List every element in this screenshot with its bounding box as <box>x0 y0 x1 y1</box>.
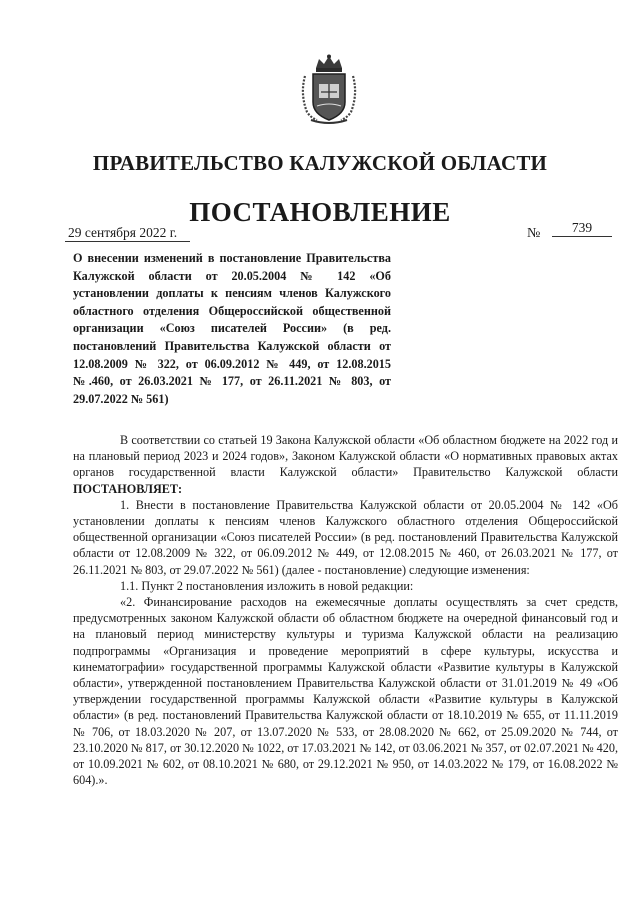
document-type-title: ПОСТАНОВЛЕНИЕ <box>189 197 451 227</box>
document-date: 29 сентября 2022 г. <box>65 225 190 242</box>
document-number: 739 <box>552 220 612 237</box>
preamble-paragraph <box>73 432 618 497</box>
document-body <box>73 432 618 788</box>
government-title: ПРАВИТЕЛЬСТВО КАЛУЖСКОЙ ОБЛАСТИ <box>92 151 548 175</box>
item-1-1-paragraph: 1.1. Пункт 2 постановления изложить в новой редакции: <box>120 578 414 593</box>
quoted-paragraph: «2. Финансирование расходов на ежемесячные доплаты осуществлять за счет средств, предусмотренных законом Калужской области об областном бюджете на очередной финансовый год и на плановый период министерству культуры и туризма Калужской области на реализацию подпрограммы «Организация и проведение мероприятий в сфере культуры, искусства и кинематографии» государственной программы Калужской области «Развитие культуры в Калужской области», утвержденной постановлением Правительства Калужской области от 31.01.2019 № 49 «Об утверждении государственной программы Калужской области «Развитие культуры в Калужской области» (в ред. постановлений Правительства Калужской области от 18.10.2019 № 655, от 11.11.2019 № 706, от 18.03.2020 № 207, от 13.07.2020 № 533, от 28.08.2020 № 662, от 25.09.2020 № 744, от 23.10.2020 № 817, от 30.12.2020 № 1022, от 17.03.2021 № 142, от 03.06.2021 № 357, от 02.07.2021 № 420, от 10.09.2021 № 602, от 08.10.2021 № 680, от 29.12.2021 № 950, от 14.03.2022 № 179, от 16.08.2022 № 604).». <box>73 595 618 788</box>
item-1-paragraph: 1. Внести в постановление Правительства Калужской области от 20.05.2004 № 142 «Об установлении доплаты к пенсиям членов Калужского областного отделения Общероссийской общественной организации «Союз писателей России» (в ред. постановлений Правительства Калужской области от 12.08.2009 № 322, от 06.09.2012 № 449, от 12.08.2015 № 460, от 26.03.2021 № 177, от 26.11.2021 № 803, от 29.07.2022 № 561) (далее - постановление) следующие изменения: <box>73 497 618 577</box>
number-label: № <box>527 226 541 241</box>
coat-of-arms-emblem <box>299 54 359 126</box>
decree-word: ПОСТАНОВЛЯЕТ: <box>73 481 183 496</box>
document-subject: О внесении изменений в постановление Правительства Калужской области от 20.05.2004 № 142 «Об установлении доплаты к пенсиям членов Калужского областного отделения Общероссийской общественной организации «Союз писателей России» (в ред. постановлений Правительства Калужской области от 12.08.2009 № 322, от 06.09.2012 № 449, от 12.08.2015 №.460, от 26.03.2021 № 177, от 26.11.2021 № 803, от 29.07.2022 № 561) <box>73 251 391 406</box>
preamble-text: В соответствии со статьей 19 Закона Калужской области «Об областном бюджете на 2022 год и на плановый период 2023 и 2024 годов», Законом Калужской области «О нормативных правовых актах органов государственной власти Калужской области» Правительство Калужской области <box>73 433 618 480</box>
